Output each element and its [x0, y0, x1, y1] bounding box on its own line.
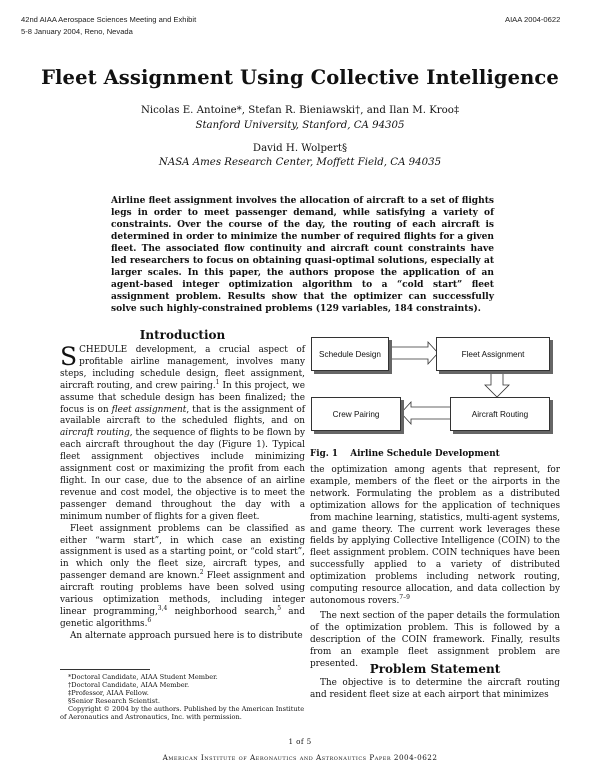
copyright-notice: Copyright © 2004 by the authors. Published by the American Institute of Aeronautics and Astronautics, Inc. with permission. — [60, 705, 305, 722]
footnote-rule — [60, 669, 150, 670]
intro-paragraph-1: SCHEDULE development, a crucial aspect of profitable airline management, involves many steps, including schedule design, fleet assignment, aircraft routing, and crew pairing.$^1$ In this project, we assume that schedule design has been finalized; the focus is on fleet assignment, that is the assignment of available aircraft to the scheduled flights, and on aircraft routing, the sequence of flights to be flown by each aircraft throughout the day (Figure 1). Typical fleet assignment objectives include minimizing assignment cost or maximizing the profit from each flight. In our case, due to the absence of an airline revenue and cost model, the objective is to meet the passenger demand throughout the day with a minimum number of flights for a given fleet. — [60, 342, 305, 522]
footnote-2: †Doctoral Candidate, AIAA Member. — [68, 681, 190, 690]
authors-line-1: Nicolas E. Antoine*, Stefan R. Bieniawski†, and Ilan M. Kroo‡ — [140, 105, 460, 116]
page-number: 1 of 5 — [288, 737, 312, 746]
box-aircraft-routing: Aircraft Routing — [450, 397, 550, 431]
footnote-1: *Doctoral Candidate, AIAA Student Member. — [68, 673, 218, 681]
footnote-4: §Senior Research Scientist. — [68, 697, 160, 706]
affiliation-2: NASA Ames Research Center, Moffett Field, CA 94035 — [158, 157, 442, 168]
footnotes — [60, 673, 305, 722]
figure-1 — [308, 330, 558, 448]
arrow-down-icon — [485, 369, 509, 397]
right-column-2 — [310, 678, 560, 702]
figure-caption — [310, 449, 560, 459]
box-fleet-assignment: Fleet Assignment — [436, 337, 550, 371]
abstract: Airline fleet assignment involves the allocation of aircraft to a set of flights legs in order to meet passenger demand, while satisfying a variety of constraints. Over the course of the day, the routing of each aircraft is determined in order to minimize the number of required flights for a given fleet. The associated flow continuity and aircraft count constraints have led researchers to focus on obtaining quasi-optimal solutions, especially at larger scales. In this paper, the authors propose the application of an agent-based integer optimization algorithm to a “cold start” fleet assignment problem. Results show that the optimizer can successfully solve such highly-constrained problems (129 variables, 184 constraints). — [111, 196, 494, 314]
problem-statement-heading: Problem Statement — [369, 662, 501, 676]
right-paragraph-3: The objective is to determine the aircraft routing and resident fleet size at each airport that minimizes — [310, 678, 560, 700]
drop-cap: S — [60, 342, 78, 371]
left-column — [60, 342, 305, 643]
authors-line-2: David H. Wolpert§ — [252, 143, 348, 154]
affiliation-1: Stanford University, Stanford, CA 94305 — [195, 120, 405, 131]
paper-number: AIAA 2004-0622 — [505, 15, 561, 24]
right-column — [310, 465, 560, 670]
footnote-3: ‡Professor, AIAA Fellow. — [68, 689, 149, 698]
intro-paragraph-3: An alternate approach pursued here is to distribute — [70, 630, 303, 641]
paper-title: Fleet Assignment Using Collective Intelligence — [41, 66, 559, 89]
arrow-right-icon — [388, 342, 438, 364]
conference-dates: 5-8 January 2004, Reno, Nevada — [21, 27, 133, 36]
right-paragraph-1: the optimization among agents that represent, for example, members of the fleet or the airports in the network. Formulating the problem as a distributed optimization allows for the application of techniques from machine learning, statistics, multi-agent systems, and game theory. The current work leverages these fields by applying Collective Intelligence (COIN) to the fleet assignment problem. COIN techniques have been successfully applied to a variety of distributed optimization problems including network routing, computing resource allocation, and data collection by autonomous rovers.$^{7-9}$ — [310, 465, 560, 606]
figure-caption-label: Fig. 1 — [310, 449, 338, 459]
introduction-heading: Introduction — [139, 328, 226, 342]
figure-caption-text: Airline Schedule Development — [350, 449, 500, 459]
right-paragraph-2: The next section of the paper details the formulation of the optimization problem. This is followed by a description of the COIN framework. Finally, results from an example fleet assignment problem are presented. — [310, 610, 560, 669]
footer-publisher: American Institute of Aeronautics and Astronautics Paper 2004-0622 — [162, 753, 438, 762]
box-crew-pairing: Crew Pairing — [311, 397, 401, 431]
box-schedule-design: Schedule Design — [311, 337, 389, 371]
intro-paragraph-2: Fleet assignment problems can be classified as either “warm start”, in which case an existing assignment is used as a starting point, or “cold start”, in which only the fleet size, aircraft types, and passenger demand are known.$^2$ Fleet assignment and aircraft routing problems have been solved using various optimization methods, including integer linear programming,$^{3,4}$ neighborhood search,$^5$ and genetic algorithms.$^6$ — [60, 523, 305, 629]
arrow-left-icon — [401, 402, 451, 424]
conference-name: 42nd AIAA Aerospace Sciences Meeting and Exhibit — [21, 15, 197, 24]
